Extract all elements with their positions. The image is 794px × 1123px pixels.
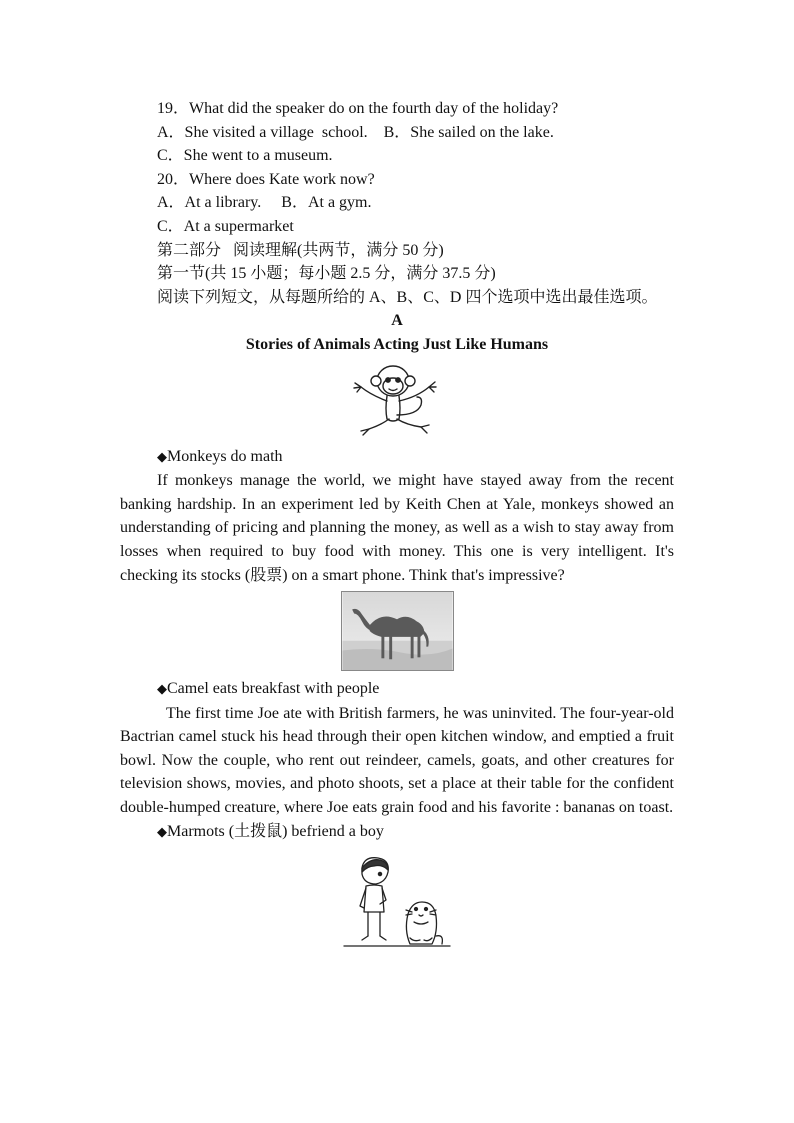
camel-figure xyxy=(120,591,674,671)
section-monkeys-heading: ◆Monkeys do math xyxy=(157,447,283,465)
boy-marmot-figure xyxy=(120,854,674,959)
diamond-bullet-icon: ◆ xyxy=(157,682,167,698)
question-19-options-ab: A．She visited a village school. B．She sailed on the lake. xyxy=(157,123,554,141)
document-page xyxy=(120,97,674,959)
part-heading: 第二部分 阅读理解(共两节，满分 50 分) xyxy=(157,241,444,259)
section-monkeys-body: If monkeys manage the world, we might have stayed away from the recent banking hardship. In an experiment led by Keith Chen at Yale, monkeys showed an understanding of pricing and planning the money, as well as a wish to stay away from losses when required to buy food with money. This one is very intelligent. It's checking its stocks (股票) on a smart phone. Think that's impressive? xyxy=(120,472,674,584)
passage-title: Stories of Animals Acting Just Like Humans xyxy=(245,335,549,353)
passage-letter: A xyxy=(391,312,403,330)
question-20-stem: 20．Where does Kate work now? xyxy=(157,170,375,188)
section-heading: 第一节(共 15 小题；每小题 2.5 分，满分 37.5 分) xyxy=(157,265,496,283)
section-marmots-heading: ◆Marmots (土拨鼠) befriend a boy xyxy=(157,822,384,840)
monkey-figure xyxy=(120,359,674,439)
diamond-bullet-icon: ◆ xyxy=(157,449,167,465)
instruction-text: 阅读下列短文，从每题所给的 A、B、C、D 四个选项中选出最佳选项。 xyxy=(157,288,658,306)
question-20-option-c: C．At a supermarket xyxy=(157,217,294,235)
question-19-stem: 19．What did the speaker do on the fourth day of the holiday? xyxy=(157,100,559,117)
monkey-illustration-icon xyxy=(341,359,453,439)
question-19-option-c: C．She went to a museum. xyxy=(157,147,333,165)
boy-and-marmot-illustration-icon xyxy=(340,854,455,954)
camel-photo-icon xyxy=(341,591,454,671)
question-20-options-ab: A．At a library. B．At a gym. xyxy=(157,194,372,212)
section-camel-body: The first time Joe ate with British farmers, he was uninvited. The four-year-old Bactrian camel stuck his head through their open kitchen window, and emptied a fruit bowl. Now the couple, who rent out reindeer, camels, goats, and other creatures for television shows, movies, and photo shoots, set a place at their table for the confident double-humped creature, where Joe eats grain food and his favorite : bananas on toast. xyxy=(120,704,674,817)
diamond-bullet-icon: ◆ xyxy=(157,824,167,840)
section-camel-heading: ◆Camel eats breakfast with people xyxy=(157,680,380,698)
